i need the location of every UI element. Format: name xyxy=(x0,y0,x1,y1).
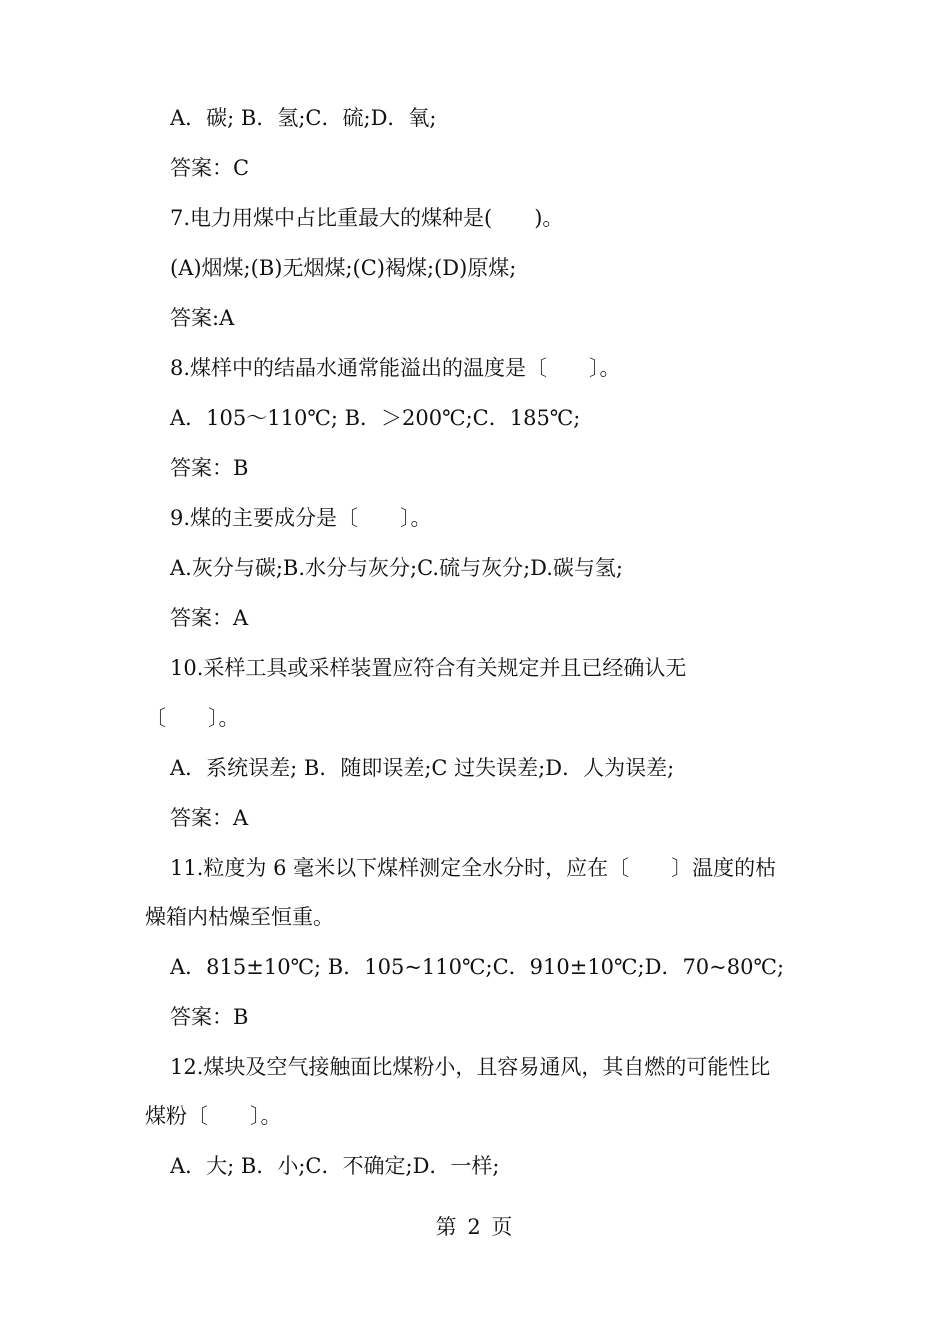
q9-question: 9.煤的主要成分是〔 〕。 xyxy=(170,506,432,530)
q6-options: A．碳; B．氢;C．硫;D．氧; xyxy=(170,106,437,130)
q11-question-continued: 燥箱内枯燥至恒重。 xyxy=(145,905,334,929)
q9-options: A.灰分与碳;B.水分与灰分;C.硫与灰分;D.碳与氢; xyxy=(170,556,624,580)
q11-question: 11.粒度为 6 毫米以下煤样测定全水分时，应在〔 〕温度的枯 xyxy=(170,856,777,880)
q10-options: A．系统误差; B．随即误差;C 过失误差;D．人为误差; xyxy=(170,756,675,780)
q12-question: 12.煤块及空气接触面比煤粉小，且容易通风，其自燃的可能性比 xyxy=(170,1055,771,1079)
q11-answer: 答案：B xyxy=(170,1005,249,1029)
q10-question-continued: 〔 〕。 xyxy=(145,706,240,730)
q7-question: 7.电力用煤中占比重最大的煤种是( )。 xyxy=(170,206,564,230)
q8-answer: 答案：B xyxy=(170,456,249,480)
q12-options: A．大; B．小;C．不确定;D．一样; xyxy=(170,1154,500,1178)
q12-question-continued: 煤粉〔 〕。 xyxy=(145,1104,282,1128)
q9-answer: 答案：A xyxy=(170,606,249,630)
q10-question: 10.采样工具或采样装置应符合有关规定并且已经确认无 xyxy=(170,656,687,680)
q7-answer: 答案:A xyxy=(170,306,235,330)
q8-options: A．105～110℃; B．＞200℃;C．185℃; xyxy=(170,406,581,430)
q10-answer: 答案：A xyxy=(170,806,249,830)
page-number: 第 2 页 xyxy=(435,1215,515,1239)
q7-options: (A)烟煤;(B)无烟煤;(C)褐煤;(D)原煤; xyxy=(170,256,517,280)
q6-answer: 答案：C xyxy=(170,156,250,180)
q11-options: A．815±10℃; B．105~110℃;C．910±10℃;D．70~80℃; xyxy=(170,955,785,979)
q8-question: 8.煤样中的结晶水通常能溢出的温度是〔 〕。 xyxy=(170,356,621,380)
